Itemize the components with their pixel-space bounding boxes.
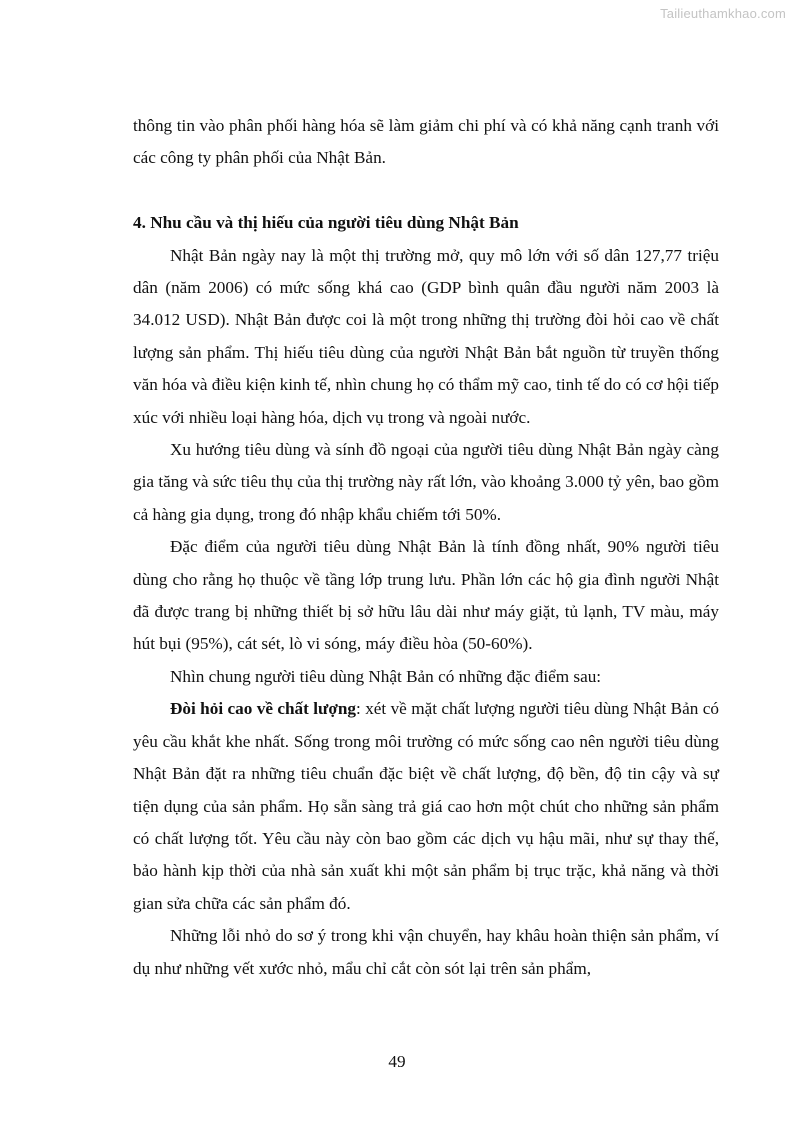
document-body bbox=[133, 110, 719, 985]
paragraph: Đặc điểm của người tiêu dùng Nhật Bản là tính đồng nhất, 90% người tiêu dùng cho rằng họ thuộc về tầng lớp trung lưu. Phần lớn các hộ gia đình người Nhật đã được trang bị những thiết bị sở hữu lâu dài như máy giặt, tủ lạnh, TV màu, máy hút bụi (95%), cát sét, lò vi sóng, máy điều hòa (50-60%). bbox=[133, 537, 719, 654]
paragraph-continued: thông tin vào phân phối hàng hóa sẽ làm giảm chi phí và có khả năng cạnh tranh với các công ty phân phối của Nhật Bản. bbox=[133, 116, 719, 168]
paragraph: Những lỗi nhỏ do sơ ý trong khi vận chuyển, hay khâu hoàn thiện sản phẩm, ví dụ như những vết xước nhỏ, mẩu chỉ cắt còn sót lại trên sản phẩm, bbox=[133, 926, 719, 978]
watermark: Tailieuthamkhao.com bbox=[660, 6, 786, 21]
paragraph: Xu hướng tiêu dùng và sính đồ ngoại của người tiêu dùng Nhật Bản ngày càng gia tăng và sức tiêu thụ của thị trường này rất lớn, vào khoảng 3.000 tỷ yên, bao gồm cả hàng gia dụng, trong đó nhập khẩu chiếm tới 50%. bbox=[133, 440, 719, 524]
bold-term: Đòi hỏi cao về chất lượng bbox=[170, 699, 357, 719]
paragraph bbox=[133, 693, 719, 920]
paragraph: Nhật Bản ngày nay là một thị trường mở, quy mô lớn với số dân 127,77 triệu dân (năm 2006) có mức sống khá cao (GDP bình quân đầu người năm 2003 là 34.012 USD). Nhật Bản được coi là một trong những thị trường đòi hỏi cao về chất lượng sản phẩm. Thị hiếu tiêu dùng của người Nhật Bản bắt nguồn từ truyền thống văn hóa và điều kiện kinh tế, nhìn chung họ có thẩm mỹ cao, tinh tế do có cơ hội tiếp xúc với nhiều loại hàng hóa, dịch vụ trong và ngoài nước. bbox=[133, 245, 719, 427]
page-number: 49 bbox=[388, 1052, 406, 1071]
paragraph: Nhìn chung người tiêu dùng Nhật Bản có những đặc điểm sau: bbox=[170, 666, 602, 686]
paragraph-text: : xét về mặt chất lượng người tiêu dùng Nhật Bản có yêu cầu khắt khe nhất. Sống trong môi trường có mức sống cao nên người tiêu dùng Nhật Bản đặt ra những tiêu chuẩn đặc biệt về chất lượng, độ bền, độ tin cậy và sự tiện dụng của sản phẩm. Họ sẵn sàng trả giá cao hơn một chút cho những sản phẩm có chất lượng tốt. Yêu cầu này còn bao gồm các dịch vụ hậu mãi, như sự thay thế, bảo hành kịp thời của nhà sản xuất khi một sản phẩm bị trục trặc, khả năng và thời gian sửa chữa các sản phẩm đó. bbox=[133, 699, 719, 913]
section-heading: 4. Nhu cầu và thị hiếu của người tiêu dùng Nhật Bản bbox=[133, 213, 519, 233]
